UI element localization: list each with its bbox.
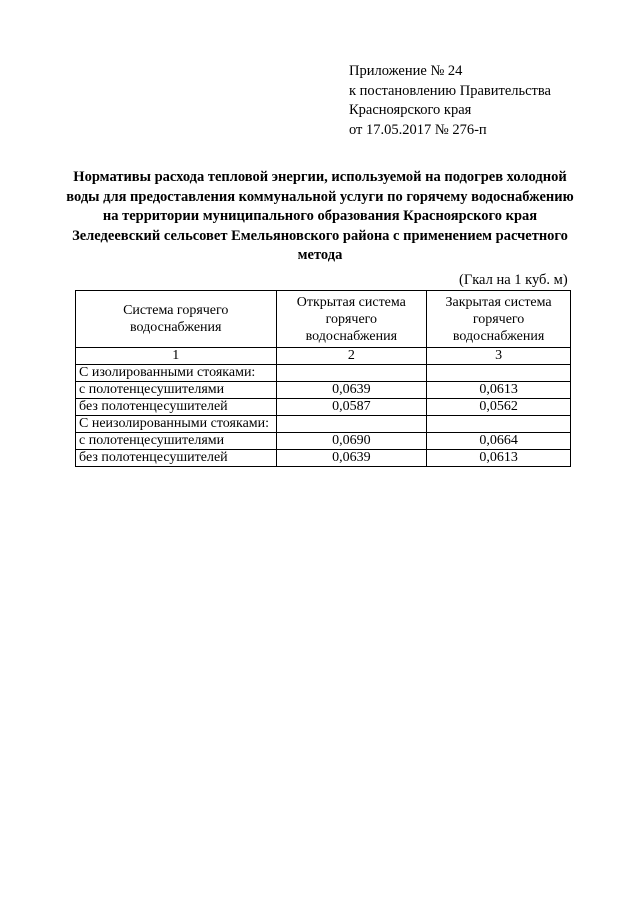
row-label: С неизолированными стояками: xyxy=(76,416,277,433)
open-value: 0,0639 xyxy=(276,382,427,399)
row-label: без полотенцесушителей xyxy=(76,450,277,467)
column-header-open: Открытая система горячего водоснабжения xyxy=(276,291,427,348)
table-header-row xyxy=(76,291,571,348)
table-row xyxy=(76,365,571,382)
closed-value: 0,0664 xyxy=(427,433,571,450)
column-number: 1 xyxy=(76,348,277,365)
column-number: 2 xyxy=(276,348,427,365)
row-label: без полотенцесушителей xyxy=(76,399,277,416)
column-number-row xyxy=(76,348,571,365)
appendix-line: Красноярского края xyxy=(349,102,472,118)
table-row xyxy=(76,416,571,433)
table-row xyxy=(76,450,571,467)
closed-value: 0,0613 xyxy=(427,382,571,399)
table-row xyxy=(76,382,571,399)
column-header-closed: Закрытая система горячего водоснабжения xyxy=(427,291,571,348)
appendix-line: от 17.05.2017 № 276-п xyxy=(349,121,487,138)
open-value xyxy=(276,365,427,382)
document-title: Нормативы расхода тепловой энергии, используемой на подогрев холодной воды для предоставления коммунальной услуги по горячему водоснабжению на территории муниципального образования Красноярского края Зеледеевский сельсовет Емельяновского района с применением расчетного метода xyxy=(66,169,574,263)
unit-label: (Гкал на 1 куб. м) xyxy=(459,272,568,288)
column-header-system: Система горячего водоснабжения xyxy=(76,291,277,348)
column-number: 3 xyxy=(427,348,571,365)
closed-value xyxy=(427,365,571,382)
open-value xyxy=(276,416,427,433)
appendix-line: к постановлению Правительства xyxy=(349,82,551,99)
open-value: 0,0639 xyxy=(276,450,427,467)
row-label: С изолированными стояками: xyxy=(76,365,277,382)
norms-table xyxy=(75,290,571,467)
open-value: 0,0587 xyxy=(276,399,427,416)
open-value: 0,0690 xyxy=(276,433,427,450)
closed-value: 0,0613 xyxy=(427,450,571,467)
table-row xyxy=(76,399,571,416)
closed-value: 0,0562 xyxy=(427,399,571,416)
appendix-line: Приложение № 24 xyxy=(349,63,463,79)
row-label: с полотенцесушителями xyxy=(76,433,277,450)
table-row xyxy=(76,433,571,450)
appendix-reference xyxy=(349,62,609,140)
closed-value xyxy=(427,416,571,433)
row-label: с полотенцесушителями xyxy=(76,382,277,399)
